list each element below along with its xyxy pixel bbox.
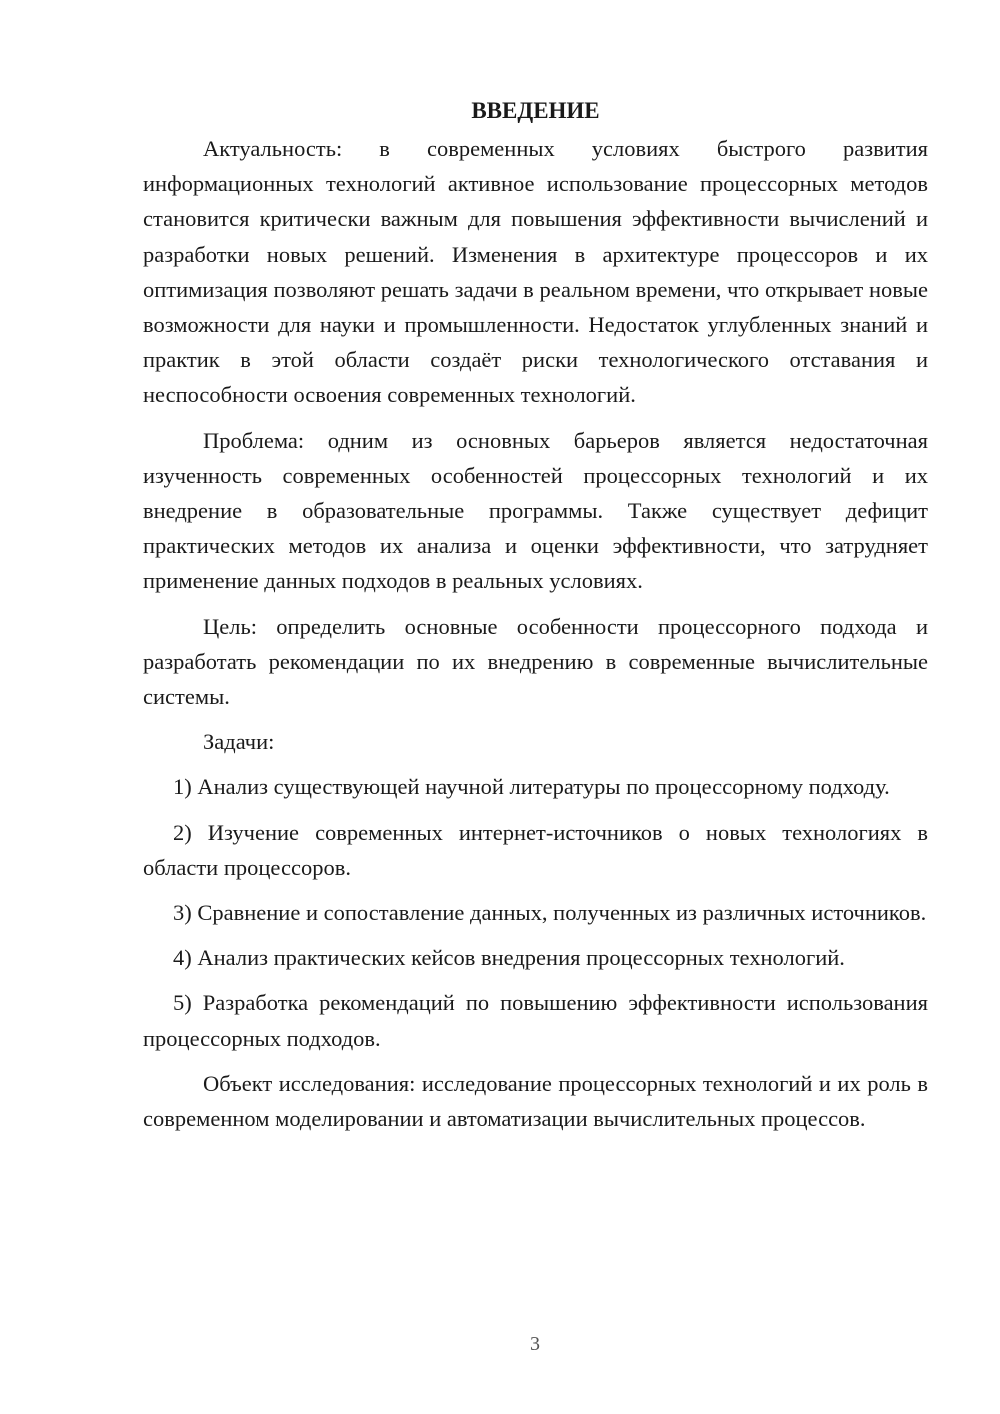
document-page <box>143 96 928 1146</box>
task-item: 5) Разработка рекомендаций по повышению эффективности использования процессорных подходов. <box>143 990 928 1051</box>
task-item: 2) Изучение современных интернет-источников о новых технологиях в области процессоров. <box>143 819 928 880</box>
page-number: 3 <box>530 1333 540 1355</box>
task-item: 4) Анализ практических кейсов внедрения процессорных технологий. <box>173 945 845 971</box>
task-item: 1) Анализ существующей научной литературы по процессорному подходу. <box>173 774 890 800</box>
section-title: ВВЕДЕНИЕ <box>471 98 600 123</box>
task-item: 3) Сравнение и сопоставление данных, полученных из различных источников. <box>173 900 927 926</box>
tasks-heading: Задачи: <box>203 729 275 755</box>
goal-paragraph: Цель: определить основные особенности процессорного подхода и разработать рекомендации по их внедрению в современные вычислительные системы. <box>143 613 928 710</box>
problem-paragraph: Проблема: одним из основных барьеров является недостаточная изученность современных особенностей процессорных технологий и их внедрение в образовательные программы. Также существует дефицит практических методов их анализа и оценки эффективности, что затрудняет применение данных подходов в реальных условиях. <box>143 427 928 594</box>
object-paragraph: Объект исследования: исследование процессорных технологий и их роль в современном моделировании и автоматизации вычислительных процессов. <box>143 1070 928 1132</box>
relevance-paragraph: Актуальность: в современных условиях быстрого развития информационных технологий активное использование процессорных методов становится критически важным для повышения эффективности вычислений и разработки новых решений. Изменения в архитектуре процессоров и их оптимизация позволяют решать задачи в реальном времени, что открывает новые возможности для науки и промышленности. Недостаток углубленных знаний и практик в этой области создаёт риски технологического отставания и неспособности освоения современных технологий. <box>143 136 928 408</box>
